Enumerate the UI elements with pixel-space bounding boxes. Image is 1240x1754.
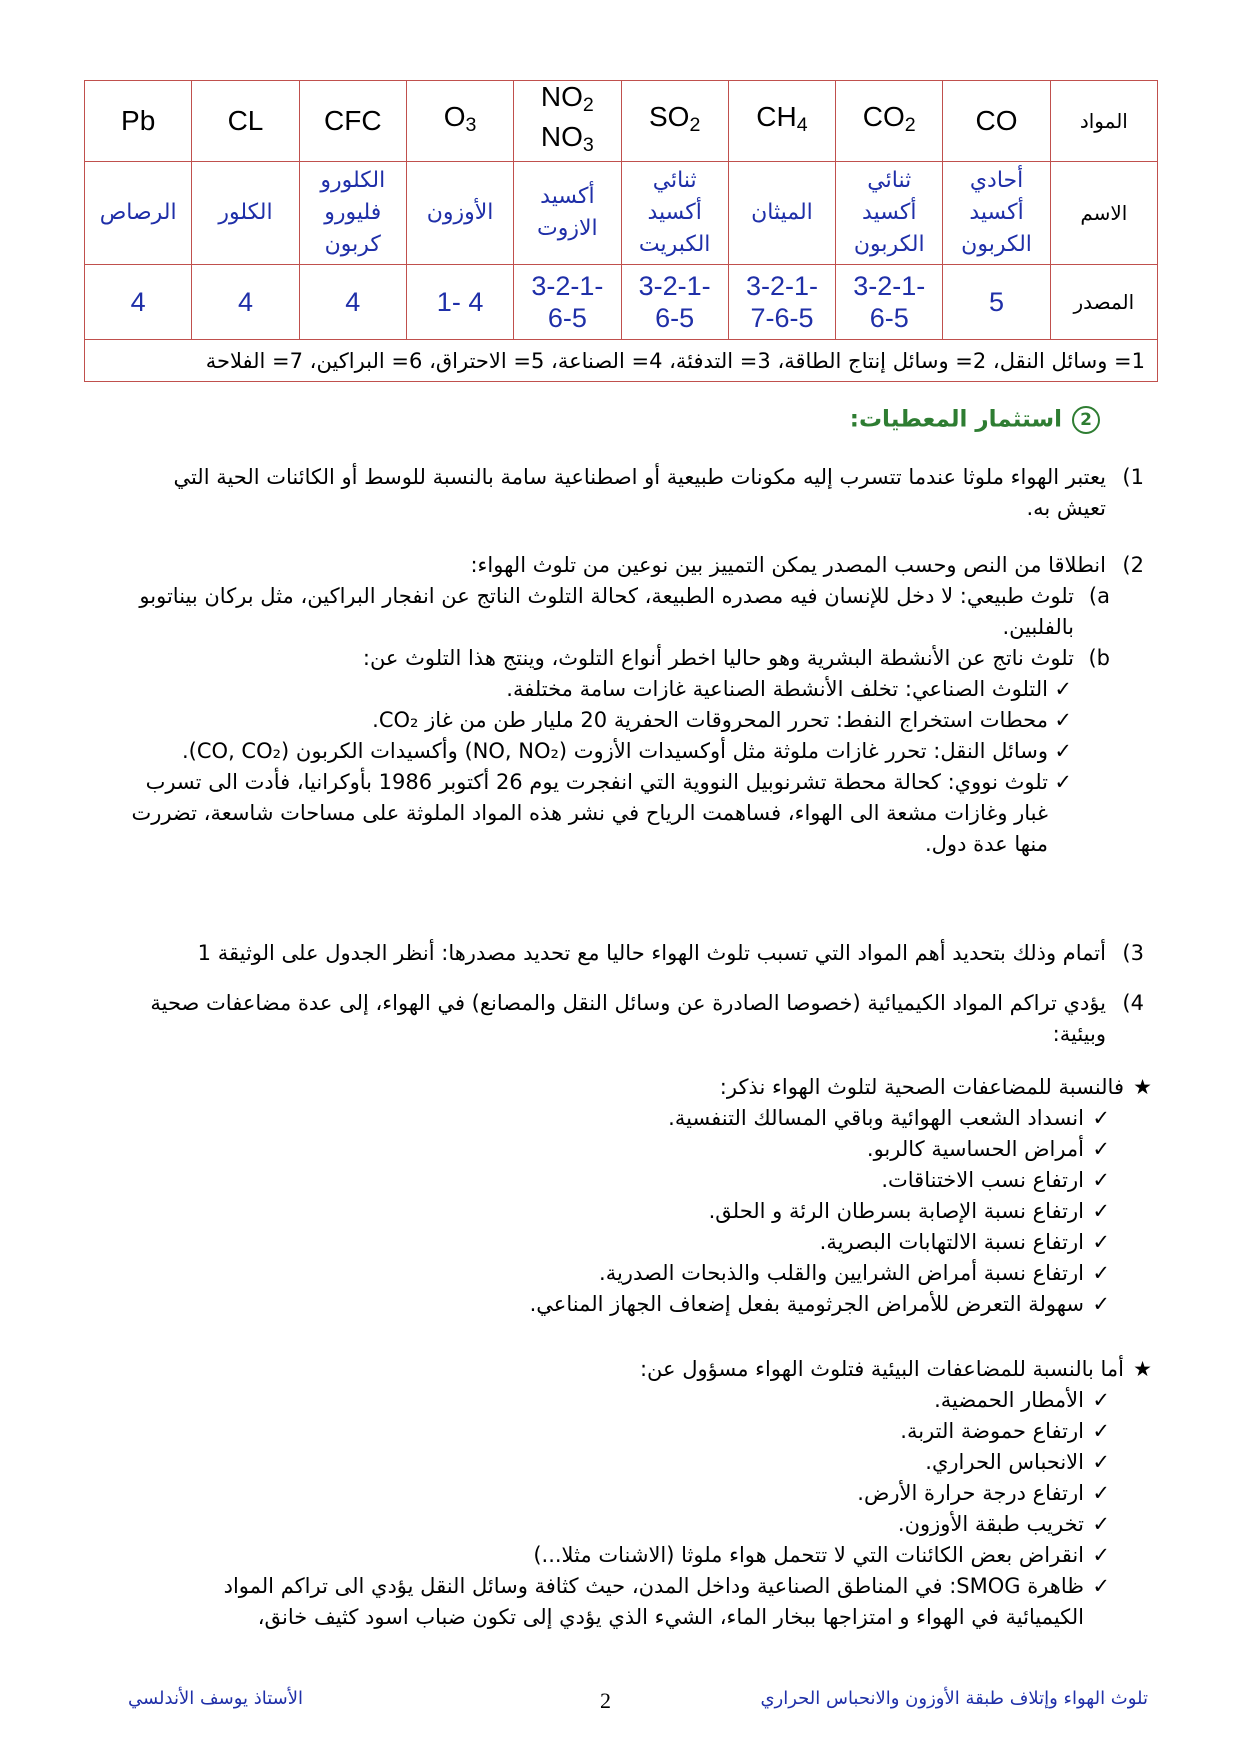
check-icon: ✓ [1092,1574,1110,1598]
name-cell: ثنائي أكسيد الكربون [836,162,943,265]
check-icon: ✓ [1092,1481,1110,1505]
page-footer [0,1688,1240,1718]
name-cell: أكسيد الازوت [514,162,621,265]
source-cell: 5 [943,265,1050,340]
list-item: تخريب طبقة الأوزون. [897,1512,1084,1536]
section-heading [850,406,1100,434]
check-icon: ✓ [1054,770,1072,794]
check-icon: ✓ [1092,1168,1110,1192]
footer-title: تلوث الهواء وإتلاف طبقة الأوزون والانحباس الحراري [760,1688,1148,1709]
sub-number: b) [1088,646,1110,670]
list-item: انسداد الشعب الهوائية وباقي المسالك التنفسية. [668,1106,1084,1130]
star-icon: ★ [1133,1075,1152,1099]
list-item: ارتفاع درجة حرارة الأرض. [857,1481,1084,1505]
source-cell: 4 -1 [406,265,513,340]
formula-cell: $O_3$ [406,81,513,162]
point-text: انطلاقا من النص وحسب المصدر يمكن التمييز بين نوعين من تلوث الهواء: [470,553,1106,577]
formula-cell: $NO_2$ $NO_3$ [514,81,621,162]
check-icon: ✓ [1092,1512,1110,1536]
list-item: ارتفاع نسب الاختناقات. [881,1168,1084,1192]
point-text: يعتبر الهواء ملوثا عندما تتسرب إليه مكونات طبيعية أو اصطناعية سامة بالنسبة للوسط أو الكائنات الحية التي تعيش به. [173,465,1106,520]
list-item: ارتفاع حموضة التربة. [900,1419,1084,1443]
source-cell: 4 [85,265,192,340]
page-number: 2 [600,1688,611,1713]
point-1 [124,462,1144,524]
list-item: التلوث الصناعي: تخلف الأنشطة الصناعية غازات سامة مختلفة. [506,677,1048,701]
environmental-effects [122,1354,1152,1633]
point-number: 4) [1122,991,1144,1015]
pollutants-table [84,80,1158,382]
check-icon: ✓ [1092,1543,1110,1567]
list-item: أمراض الحساسية كالربو. [866,1137,1084,1161]
list-item: سهولة التعرض للأمراض الجرثومية بفعل إضعاف الجهاز المناعي. [529,1292,1084,1316]
check-icon: ✓ [1092,1106,1110,1130]
row-header-source: المصدر [1050,265,1157,340]
list-item: تلوث نووي: كحالة محطة تشرنوبيل النووية التي انفجرت يوم 26 أكتوبر 1986 بأوكرانيا، فأدت الى تسرب غبار وغازات مشعة الى الهواء، فساهمت الرياح في نشر هذه المواد الملوثة على مساحات شاسعة، تضررت منها عدة دول. [131,770,1048,856]
footer-author: الأستاذ يوسف الأندلسي [128,1688,304,1709]
health-intro: فالنسبة للمضاعفات الصحية لتلوث الهواء نذكر: [719,1075,1124,1099]
source-cell: -3-2-1 6-5 [514,265,621,340]
name-cell: الرصاص [85,162,192,265]
point-number: 3) [1122,941,1144,965]
section-title: استثمار المعطيات: [849,406,1062,433]
check-icon: ✓ [1092,1230,1110,1254]
section-number: 2 [1072,406,1100,434]
point-3 [124,938,1144,969]
formula-cell: Pb [85,81,192,162]
check-icon: ✓ [1092,1450,1110,1474]
point-text: أتمام وذلك بتحديد أهم المواد التي تسبب تلوث الهواء حاليا مع تحديد مصدرها: أنظر الجدول على الوثيقة 1 [197,941,1106,965]
point-number: 1) [1122,465,1144,489]
list-item: ارتفاع نسبة الإصابة بسرطان الرئة و الحلق. [708,1199,1084,1223]
list-item: ظاهرة SMOG: في المناطق الصناعية وداخل المدن، حيث كثافة وسائل النقل يؤدي الى تراكم المواد الكيميائية في الهواء و امتزاجها ببخار الماء، الشيء الذي يؤدي إلى تكون ضباب اسود كثيف خانق، [223,1574,1084,1629]
sub-text: تلوث طبيعي: لا دخل للإنسان فيه مصدره الطبيعة، كحالة التلوث الناتج عن انفجار البراكين، مثل بركان بيناتوبو بالفلبين. [139,584,1074,639]
health-effects [122,1072,1152,1320]
list-item: الأمطار الحمضية. [934,1388,1084,1412]
list-item: ارتفاع نسبة أمراض الشرايين والقلب والذبحات الصدرية. [599,1261,1084,1285]
legend-row [85,340,1158,382]
source-cell: -3-2-1 7-6-5 [728,265,835,340]
point-4 [124,988,1144,1050]
names-row [85,162,1158,265]
name-cell: ثنائي أكسيد الكبريت [621,162,728,265]
formula-cell: CFC [299,81,406,162]
check-icon: ✓ [1054,739,1072,763]
check-icon: ✓ [1054,677,1072,701]
row-header-name: الاسم [1050,162,1157,265]
sources-row [85,265,1158,340]
check-icon: ✓ [1092,1292,1110,1316]
check-icon: ✓ [1092,1199,1110,1223]
check-icon: ✓ [1054,708,1072,732]
formula-cell: $CH_4$ [728,81,835,162]
list-item: ارتفاع نسبة الالتهابات البصرية. [819,1230,1084,1254]
formula-cell: $SO_2$ [621,81,728,162]
point-text: يؤدي تراكم المواد الكيميائية (خصوصا الصادرة عن وسائل النقل والمصانع) في الهواء، إلى عدة مضاعفات صحية وبيئية: [150,991,1106,1046]
source-cell: 4 [192,265,299,340]
list-item: الانحباس الحراري. [925,1450,1084,1474]
star-icon: ★ [1133,1357,1152,1381]
name-cell: الكلور [192,162,299,265]
sub-text: تلوث ناتج عن الأنشطة البشرية وهو حاليا اخطر أنواع التلوث، وينتج هذا التلوث عن: [362,646,1074,670]
list-item: محطات استخراج النفط: تحرر المحروقات الحفرية 20 مليار طن من غاز CO₂. [372,708,1048,732]
check-icon: ✓ [1092,1261,1110,1285]
source-cell: -3-2-1 6-5 [621,265,728,340]
formula-cell: CO [943,81,1050,162]
point-2 [124,550,1144,860]
check-icon: ✓ [1092,1388,1110,1412]
list-item: انقراض بعض الكائنات التي لا تتحمل هواء ملوثا (الاشنات مثلا...) [533,1543,1084,1567]
source-legend: 1= وسائل النقل، 2= وسائل إنتاج الطاقة، 3= التدفئة، 4= الصناعة، 5= الاحتراق، 6= البراكين، 7= الفلاحة [85,340,1158,382]
name-cell: الكلورو فليورو كربون [299,162,406,265]
materials-row [85,81,1158,162]
environment-intro: أما بالنسبة للمضاعفات البيئية فتلوث الهواء مسؤول عن: [639,1357,1124,1381]
list-item: وسائل النقل: تحرر غازات ملوثة مثل أوكسيدات الأزوت (NO, NO₂) وأكسيدات الكربون (CO, CO₂). [182,739,1048,763]
check-icon: ✓ [1092,1419,1110,1443]
name-cell: الميثان [728,162,835,265]
formula-cell: CL [192,81,299,162]
point-number: 2) [1122,553,1144,577]
source-cell: -3-2-1 6-5 [836,265,943,340]
sub-number: a) [1088,584,1110,608]
formula-cell: $CO_2$ [836,81,943,162]
name-cell: أحادي أكسيد الكربون [943,162,1050,265]
row-header-materials: المواد [1050,81,1157,162]
name-cell: الأوزون [406,162,513,265]
source-cell: 4 [299,265,406,340]
check-icon: ✓ [1092,1137,1110,1161]
